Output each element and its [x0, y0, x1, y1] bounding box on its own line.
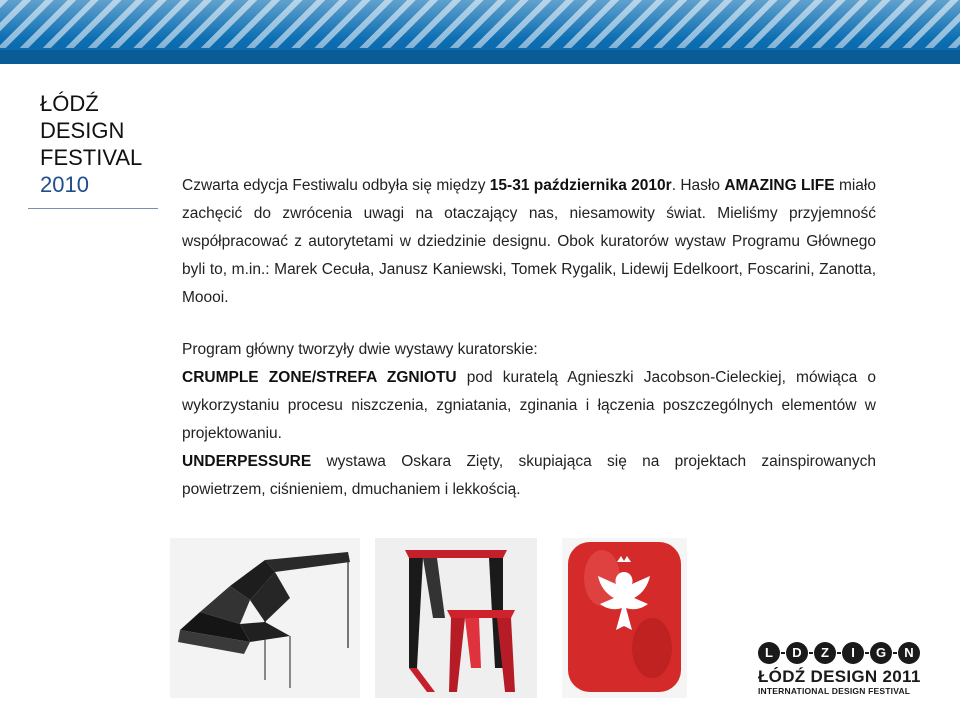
header-bottom-line	[0, 50, 960, 64]
logo-letters	[758, 642, 928, 664]
logo-letter: N	[898, 642, 920, 664]
title-divider	[28, 208, 158, 209]
logo-sub-text: INTERNATIONAL DESIGN FESTIVAL	[758, 686, 911, 696]
red-black-stools-image	[375, 538, 537, 698]
header-band	[0, 0, 960, 64]
paragraph-program: Program główny tworzyły dwie wystawy kuratorskie:	[182, 341, 538, 358]
title-line-2: DESIGN	[40, 118, 125, 143]
logo-letter: G	[870, 642, 892, 664]
main-content	[182, 172, 876, 504]
red-inflated-eagle-image	[562, 538, 687, 698]
black-folded-chair-image	[170, 538, 360, 698]
intro-text-3: miało zachęcić do zwrócenia uwagi na otaczający nas, niesamowity świat. Mieliśmy przyjemność współpracować z autorytetami w dziedzinie designu. Obok kuratorów wystaw Programu Głównego byli to, m.in.: Marek Cecuła, Janusz Kaniewski, Tomek Rygalik, Lidewij Edelkoort, Foscarini, Zanotta, Moooi.	[182, 177, 876, 306]
image-gallery	[170, 538, 690, 708]
underpressure-text: wystawa Oskara Zięty, skupiająca się na projektach zainspirowanych powietrzem, ciśnieniem, dmuchaniem i lekkością.	[182, 453, 876, 498]
logo-main-text: ŁÓDŹ DESIGN 2011	[758, 667, 921, 686]
logo-letter: L	[758, 642, 780, 664]
crumple-zone-text: pod kuratelą Agnieszki Jacobson-Cieleckiej, mówiąca o wykorzystaniu procesu niszczenia, zgniatania, zginania i łączenia poszczególnych elementów w projektowaniu.	[182, 369, 876, 442]
logo-letter: Z	[814, 642, 836, 664]
title-year: 2010	[40, 172, 89, 197]
logo-dash	[837, 642, 841, 664]
logo-letter: D	[786, 642, 808, 664]
intro-text-2: . Hasło	[671, 177, 725, 194]
logo-dash	[781, 642, 785, 664]
logo-dash	[809, 642, 813, 664]
crumple-zone-title: CRUMPLE ZONE/STREFA ZGNIOTU	[182, 369, 457, 386]
festival-dates: 15-31 października 2010r	[489, 177, 672, 194]
paragraph-crumple-zone	[182, 364, 876, 448]
logo-dash	[865, 642, 869, 664]
underpressure-title: UNDERPESSURE	[182, 453, 312, 470]
title-line-3: FESTIVAL	[40, 145, 143, 170]
logo-dash	[893, 642, 897, 664]
paragraph-underpressure	[182, 448, 876, 504]
logo-letter: I	[842, 642, 864, 664]
page-title	[40, 90, 170, 198]
title-line-1: ŁÓDŹ	[40, 91, 99, 116]
ldzign-logo	[758, 642, 928, 702]
intro-text-1: Czwarta edycja Festiwalu odbyła się między	[182, 177, 490, 194]
festival-motto: AMAZING LIFE	[724, 177, 835, 194]
paragraph-intro	[182, 172, 876, 312]
